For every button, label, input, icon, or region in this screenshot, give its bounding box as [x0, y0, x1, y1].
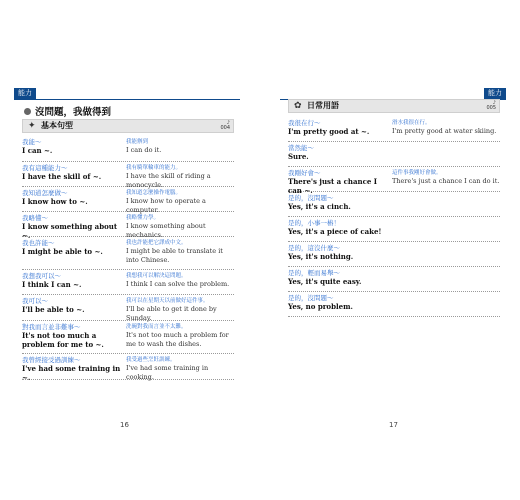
example-en: I have the skill of riding a monocycle. [126, 172, 211, 189]
list-item [22, 212, 234, 240]
list-item [22, 136, 234, 162]
pattern-en: It's not too much a problem for me to ~. [22, 331, 104, 349]
example-en: I might be able to translate it into Chinese. [126, 247, 223, 264]
pattern-zh: 我可以～ [22, 297, 48, 305]
bullet-icon [24, 108, 31, 115]
example-zh: 我受過些烹飪訓練。 [126, 357, 176, 363]
example-zh: 滑水我很在行。 [392, 120, 431, 126]
pattern-zh: 我曾經接受過訓練～ [22, 356, 81, 364]
phrase-en: I'm pretty good at ~. [288, 127, 370, 136]
example-en: I think I can solve the problem. [126, 280, 230, 288]
audio-track-code: 004 [220, 125, 230, 131]
header-rule [14, 99, 240, 100]
pattern-zh: 我想我可以～ [22, 272, 61, 280]
example-en: There's just a chance I can do it. [392, 177, 500, 185]
pattern-zh: 我知道怎麼做～ [22, 189, 68, 197]
list-item [288, 267, 500, 292]
list-item [288, 117, 500, 142]
page-number: 16 [120, 421, 129, 429]
example-zh: 洗碗對我而言並不太難。 [126, 324, 187, 330]
chapter-tab: 能力 [14, 88, 36, 99]
list-item [288, 242, 500, 267]
phrase-en: Yes, it's quite easy. [288, 277, 362, 286]
list-item [22, 354, 234, 380]
example-zh: 我能辦到 [126, 139, 149, 145]
list-item [22, 162, 234, 187]
right-page [262, 0, 520, 500]
phrase-en: Yes, it's a piece of cake! [288, 227, 382, 236]
section-title: 基本句型 [41, 121, 73, 130]
pattern-en: I've had some training in ~. [22, 364, 121, 382]
phrase-zh: 是的，沒問題～ [288, 294, 334, 302]
phrase-zh: 是的，輕而易舉～ [288, 269, 340, 277]
list-item [288, 167, 500, 195]
section-header [22, 119, 234, 133]
pattern-en: I know how to ~. [22, 197, 88, 206]
list-item [22, 321, 234, 354]
phrase-zh: 我剛好會～ [288, 169, 321, 177]
pattern-en: I might be able to ~. [22, 247, 103, 256]
flower-icon: ✿ [294, 101, 302, 111]
example-en: I know how to operate a computer. [126, 197, 206, 214]
example-zh: 這件事我剛好會做。 [392, 170, 442, 176]
list-item [22, 187, 234, 212]
example-en: I can do it. [126, 146, 162, 154]
butterfly-icon: ✦ [28, 121, 36, 131]
pattern-zh: 我能～ [22, 138, 42, 146]
phrase-en: There's just a chance I can ~. [288, 177, 378, 195]
example-en: I know something about mechanics. [126, 222, 206, 239]
list-item [288, 192, 500, 217]
section-header [288, 99, 500, 113]
example-zh: 我也許能把它譯成中文。 [126, 240, 187, 246]
list-item [22, 295, 234, 321]
chapter-tab: 能力 [484, 88, 506, 99]
example-zh: 我想我可以解決這問題。 [126, 273, 187, 279]
list-item [22, 237, 234, 270]
page-number: 17 [389, 421, 398, 429]
example-en: I'm pretty good at water skiing. [392, 127, 497, 135]
example-zh: 我略懂力學。 [126, 215, 160, 221]
list-item [22, 270, 234, 295]
pattern-zh: 對我而言並非難事～ [22, 323, 81, 331]
phrase-en: Yes, no problem. [288, 302, 353, 311]
phrase-zh: 我很在行～ [288, 119, 321, 127]
audio-track-icon[interactable]: ♪ 005 [486, 100, 496, 111]
phrase-en: Yes, it's nothing. [288, 252, 354, 261]
audio-track-code: 005 [486, 105, 496, 111]
phrase-zh: 是的，小事一樁！ [288, 219, 340, 227]
phrase-en: Yes, it's a cinch. [288, 202, 351, 211]
phrase-en: Sure. [288, 152, 309, 161]
example-zh: 我知道怎麼操作電腦。 [126, 190, 182, 196]
pattern-en: I'll be able to ~. [22, 305, 85, 314]
example-zh: 我有騎單輪車的能力。 [126, 165, 182, 171]
daily-phrases-list [288, 117, 500, 317]
phrase-zh: 是的，沒問題～ [288, 194, 334, 202]
pattern-en: I know something about ~. [22, 222, 118, 240]
example-en: I've had some training in cooking. [126, 364, 209, 381]
sentence-pattern-list [22, 136, 234, 380]
audio-track-icon[interactable]: ♪ 004 [220, 120, 230, 131]
pattern-en: I think I can ~. [22, 280, 82, 289]
pattern-zh: 我有這種能力～ [22, 164, 68, 172]
chapter-title-text: 沒問題，我做得到 [35, 107, 112, 118]
phrase-zh: 是的，這沒什麼～ [288, 244, 340, 252]
phrase-zh: 當然能～ [288, 144, 314, 152]
list-item [288, 217, 500, 242]
section-title: 日常用語 [307, 101, 339, 110]
list-item [288, 142, 500, 167]
pattern-zh: 我也許能～ [22, 239, 55, 247]
pattern-en: I have the skill of ~. [22, 172, 102, 181]
chapter-title [24, 104, 111, 118]
pattern-en: I can ~. [22, 146, 53, 155]
example-en: It's not too much a problem for me to wash the dishes. [126, 331, 229, 348]
pattern-zh: 我略懂～ [22, 214, 48, 222]
example-zh: 我可以在星期天以前做好這件事。 [126, 298, 209, 304]
left-page [0, 0, 258, 500]
list-item [288, 292, 500, 317]
example-en: I'll be able to get it done by Sunday. [126, 305, 217, 322]
